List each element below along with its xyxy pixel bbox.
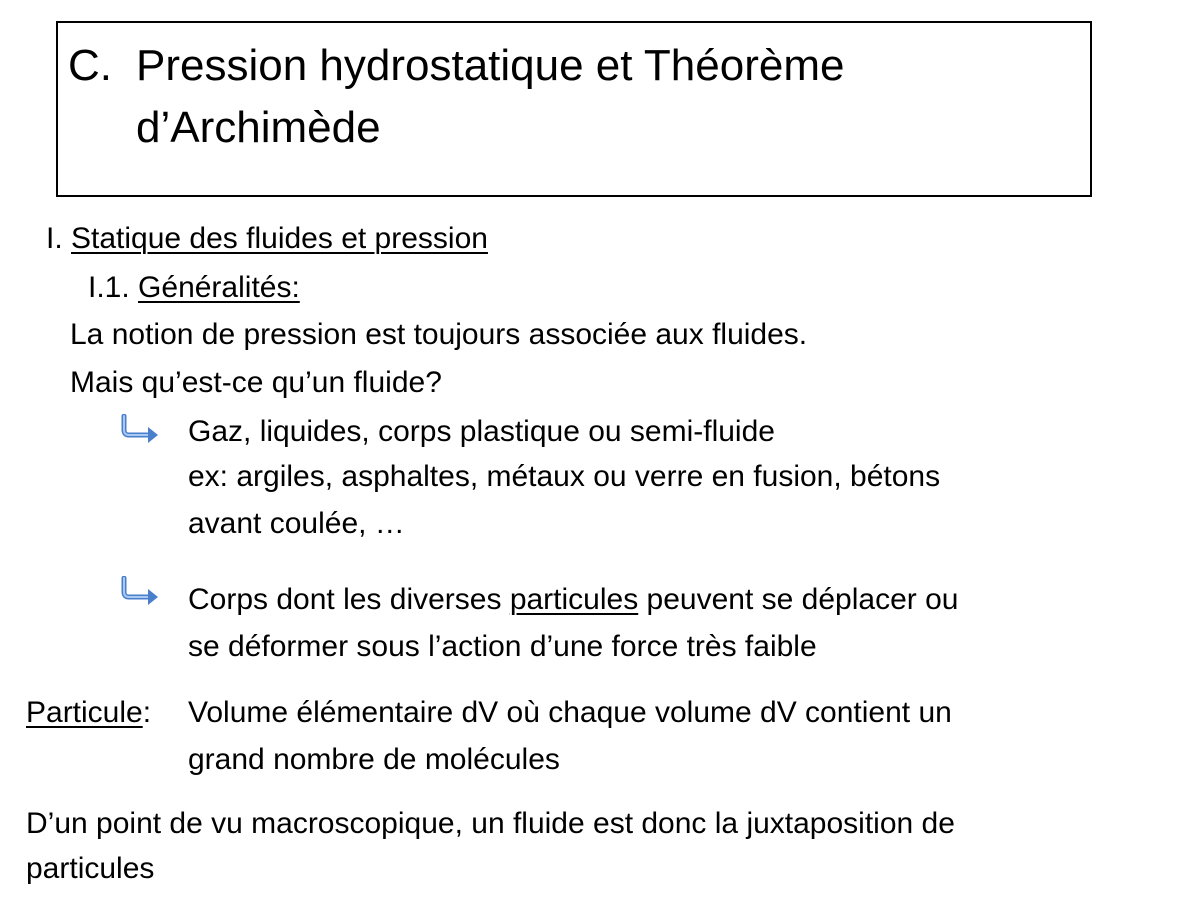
definition-colon: : [142,696,152,729]
definition-line-2: grand nombre de molécules [188,743,560,776]
bullet-arrow-icon [118,576,162,606]
section-number: I. [46,222,63,255]
conclusion-line-1: D’un point de vu macroscopique, un fluide est donc la juxtaposition de [26,807,955,840]
title-letter: C. [68,41,112,90]
bullet-arrow-icon [118,414,162,444]
title-line-1: Pression hydrostatique et Théorème [136,41,845,90]
bullet2-particules: particules [509,583,639,616]
title-line-2: d’Archimède [136,103,381,152]
section-title: Statique des fluides et pression [71,222,488,255]
definition-term-wrap [26,691,151,735]
intro-line-2: Mais qu’est-ce qu’un fluide? [70,366,442,399]
bullet2-line-1 [188,578,958,622]
subsection-title: Généralités: [138,271,300,304]
bullet1-line-2: ex: argiles, asphaltes, métaux ou verre en fusion, bétons [188,460,941,493]
intro-line-1: La notion de pression est toujours associée aux fluides. [70,318,808,351]
bullet1-line-1: Gaz, liquides, corps plastique ou semi-fluide [188,415,775,448]
bullet2-post: peuvent se déplacer ou [638,583,959,616]
conclusion-line-2: particules [26,852,155,885]
bullet2-pre: Corps dont les diverses [188,583,510,616]
subsection-number: I.1. [88,271,130,304]
bullet1-line-3: avant coulée, … [188,507,405,540]
definition-term: Particule [26,696,143,729]
bullet2-line-2: se déformer sous l’action d’une force très faible [188,630,817,663]
subsection-heading [88,266,300,310]
section-heading [46,217,488,261]
definition-line-1: Volume élémentaire dV où chaque volume dV contient un [188,696,952,729]
